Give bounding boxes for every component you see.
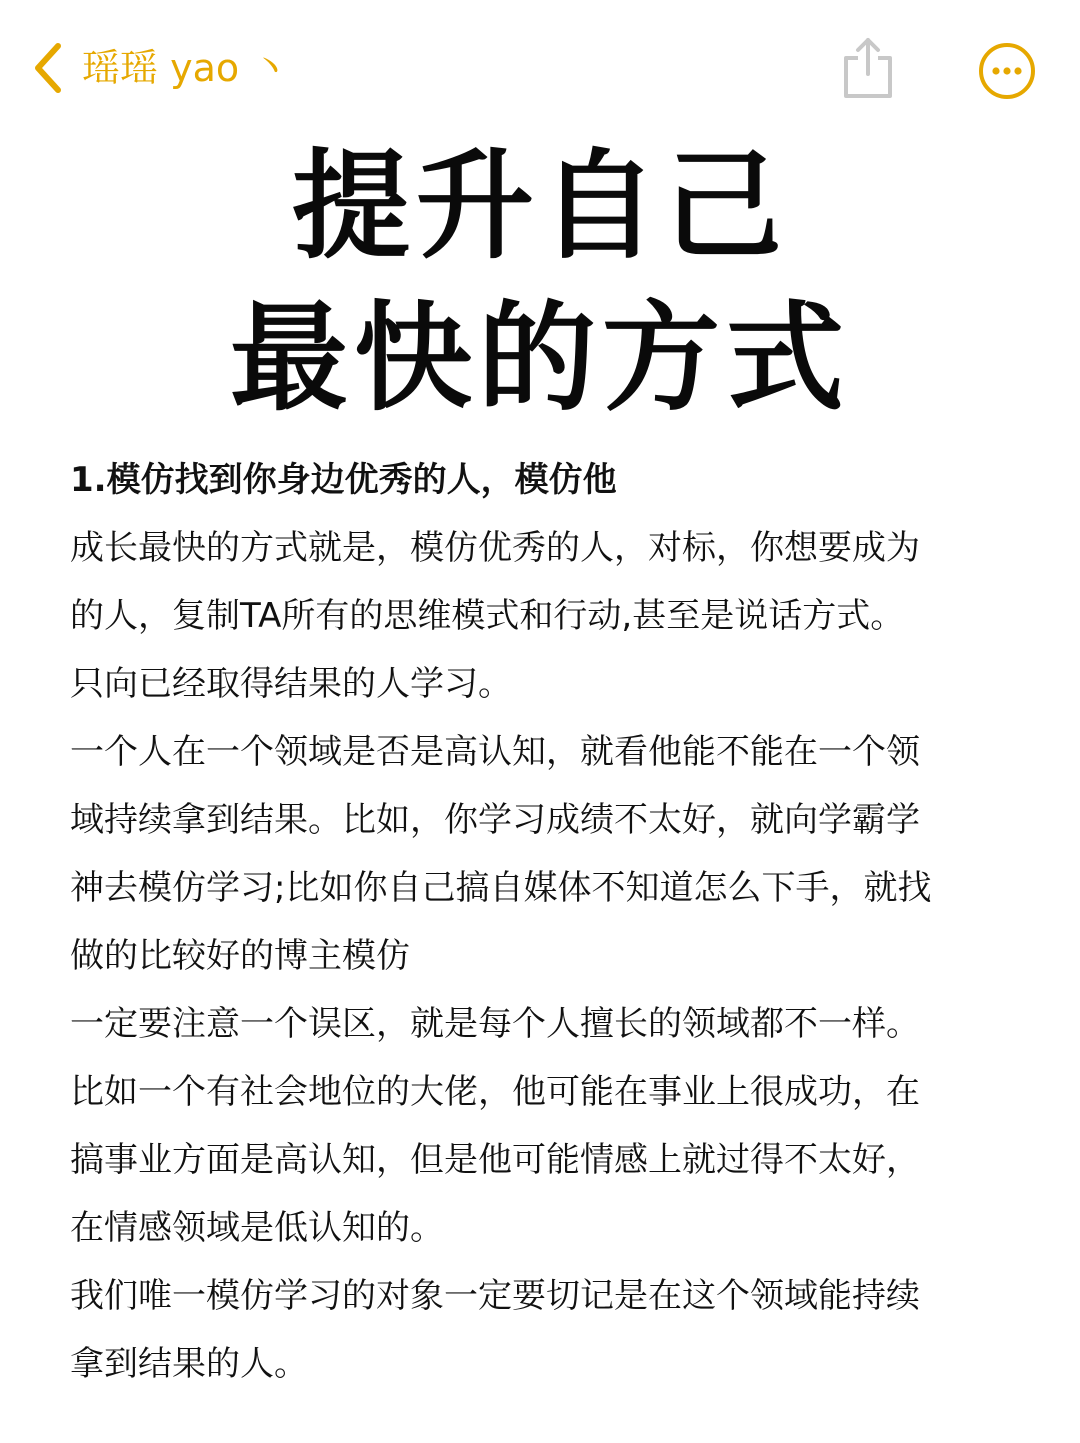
text-line: 的人，复制TA所有的思维模式和行动,甚至是说话方式。 [70, 596, 905, 636]
paragraph-2 [70, 650, 1020, 718]
paragraph-3 [70, 718, 1020, 990]
text-line: 成长最快的方式就是，模仿优秀的人，对标，你想要成为 [70, 528, 920, 568]
page-title [0, 130, 1080, 434]
text-line: 搞事业方面是高认知，但是他可能情感上就过得不太好， [70, 1140, 920, 1180]
text-line: 域持续拿到结果。比如，你学习成绩不太好，就向学霸学 [70, 800, 920, 840]
text-line: 一个人在一个领域是否是高认知，就看他能不能在一个领 [70, 732, 920, 772]
text-line: 神去模仿学习;比如你自己搞自媒体不知道怎么下手，就找 [70, 868, 932, 908]
text-line: 我们唯一模仿学习的对象一定要切记是在这个领域能持续 [70, 1276, 920, 1316]
text-line: 做的比较好的博主模仿 [70, 936, 410, 976]
title-line-1: 提升自己 [291, 137, 788, 275]
title-line-2: 最快的方式 [229, 289, 850, 427]
text-line: 一定要注意一个误区，就是每个人擅长的领域都不一样。 [70, 1004, 920, 1044]
text-line: 拿到结果的人。 [70, 1344, 308, 1384]
paragraph-5 [70, 1262, 1020, 1398]
top-bar [0, 0, 1080, 140]
more-icon[interactable] [978, 42, 1036, 100]
author-name: 瑶瑶 yao 丶 [82, 46, 290, 90]
text-line: 比如一个有社会地位的大佬，他可能在事业上很成功，在 [70, 1072, 920, 1112]
text-line: 只向已经取得结果的人学习。 [70, 664, 512, 704]
chevron-left-icon [28, 38, 68, 98]
paragraph-1 [70, 514, 1020, 650]
section-heading: 1.模仿找到你身边优秀的人，模仿他 [70, 460, 617, 500]
paragraph-4 [70, 990, 1020, 1262]
back-button[interactable] [28, 38, 289, 98]
note-body [70, 446, 1020, 1398]
text-line: 在情感领域是低认知的。 [70, 1208, 444, 1248]
share-icon[interactable] [838, 34, 898, 100]
